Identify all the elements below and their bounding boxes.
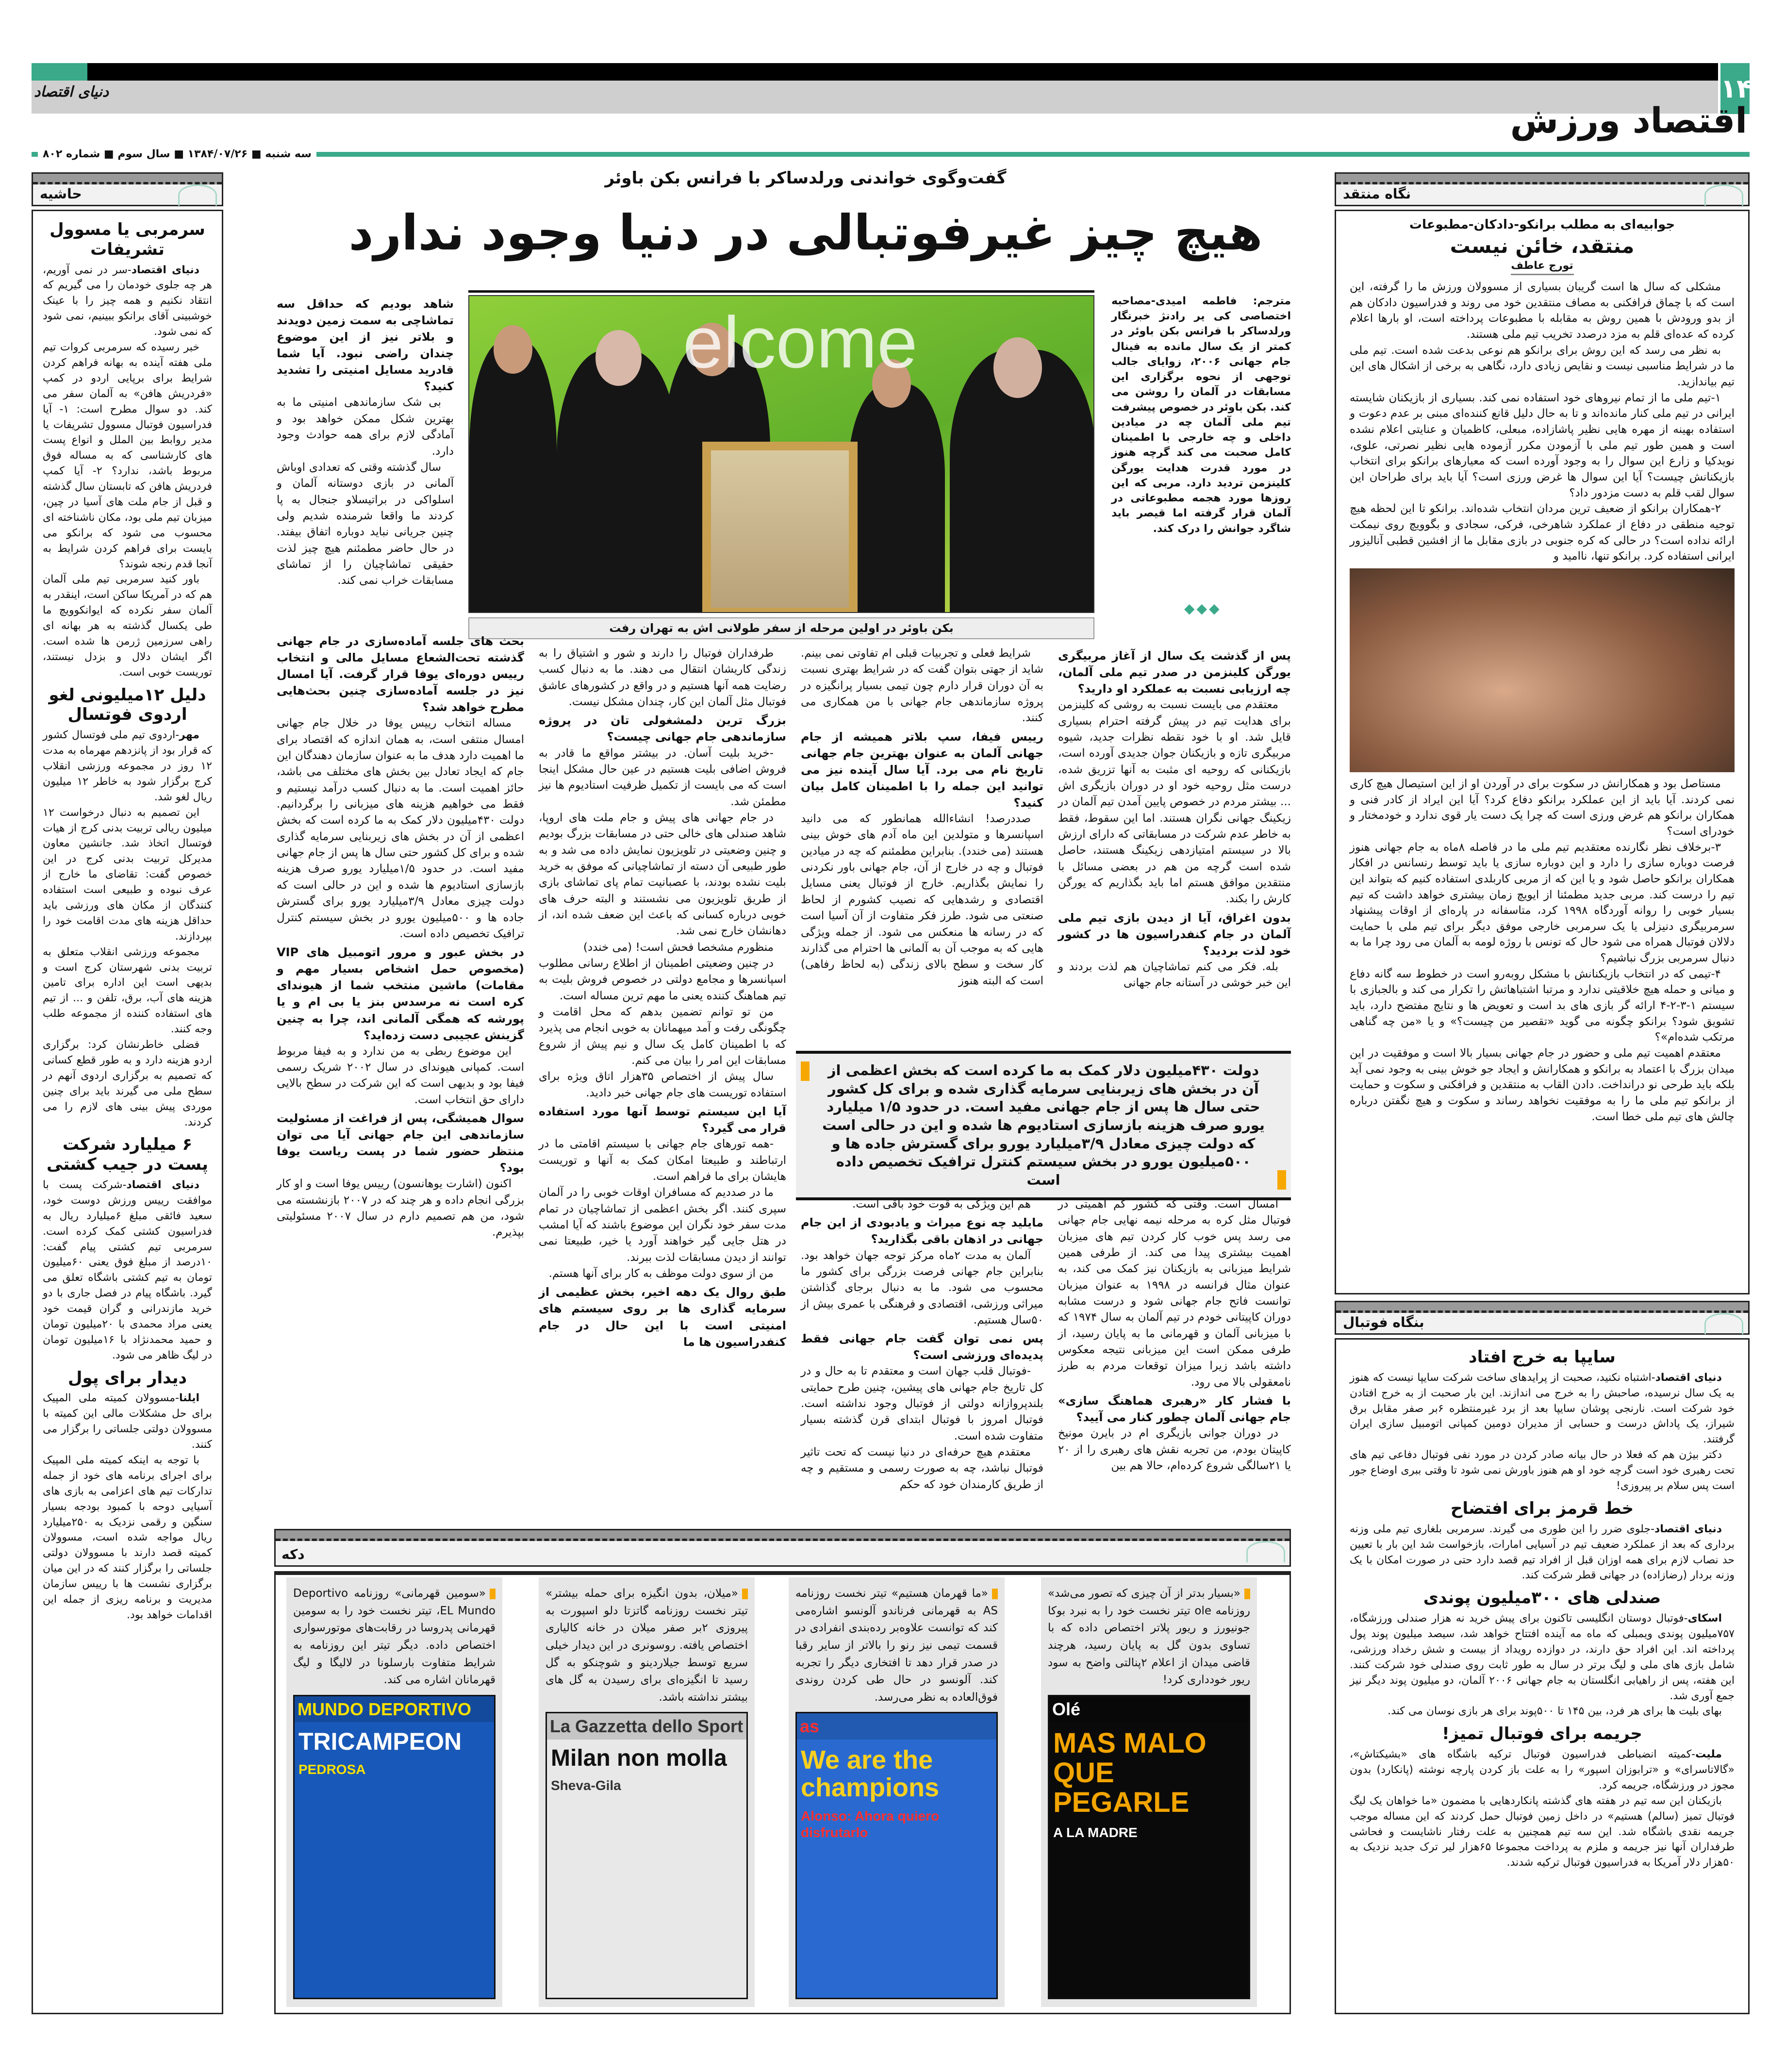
page-number: ۱۴ [1720, 63, 1750, 114]
article-kicker: گفت‌وگوی خواندنی ورلدساکر با فرانس بکن باوئر [605, 168, 1007, 188]
interview-question: شاهد بودیم که حداقل سه تماشاچی به سمت زمین دویدند و بلاتر نیز از این موضوع چندان راضی نبود. آیا شما قادرید مسایل امنیتی را تشدید کنید؟ [277, 297, 454, 394]
news-paragraph: ملیت-کمیته انضباطی فدراسیون فوتبال ترکیه باشگاه های «بشیکتاش»، «گالاتاسرای» و «ترابوزان اسپور» را به علت باز کردن پارچه نوشته (پانکارد) بدون مجوز در ورزشگاه، جریمه کرد. [1350, 1748, 1735, 1791]
news-paragraph [43, 945, 212, 1037]
news-item [1350, 1724, 1735, 1871]
news-text: کمیته انضباطی فدراسیون فوتبال ترکیه باشگاه های «بشیکتاش»، «گالاتاسرای» و «ترابوزان اسپور» را به علت باز کردن پارچه نوشته (پانکارد) بدون مجوز در ورزشگاه، جریمه کرد. [1350, 1748, 1735, 1791]
interview-question: با فشار کار «رهبری هماهنگ سازی» جام جهانی آلمان چطور کنار می آیید؟ [1058, 1394, 1291, 1425]
news-title: صندلی های ۳۰۰میلیون پوندی [1423, 1588, 1661, 1608]
interview-answer: من از سوی دولت موظف به کار برای آنها هستم. [548, 1267, 774, 1280]
news-paragraph [1350, 1447, 1735, 1494]
interview-answer: در دوران جوانی بازیگری ام در بایرن مونیخ کاپیتان بودم، من تجربه نقش های رهبری را از ۲۰ یا ۲۱سالگی شروع کرده‌ام، حالا هم بین [1058, 1427, 1291, 1472]
news-item [43, 685, 212, 1130]
paragraph: معتقدم اهمیت تیم ملی و حضور در جام جهانی بسیار بالا است و موفقیت در این میدان بزرگ با اعتماد به برانکو و همکارانش و ایجاد جو خوش بینی به وجود نمی آید بلکه باید طرحی نو درانداخت. دادن القاب به منتقدین و فرافکنی و سکوت و حمایت از برانکو تیم ملی ما را به موفقیت نخواهد رساند و سکوت و هیچ نگفتن درباره چالش های تیم ملی خطا است. [1350, 1047, 1735, 1123]
globe-icon [178, 184, 217, 206]
news-text: خبر رسیده که سرمربی کروات تیم ملی هفته آینده به بهانه فراهم کردن شرایط برای برپایی اردو در کمپ «فردریش هافن» به آلمان سفر می کند. دو سوال مطرح است: ۱- آیا فدراسیون فوتبال مسوول تشریفات یا مدیر روابط بین الملل و انواع پست های کارشناسی که به مساله فوق مربوط باشد، ندارد؟ ۲- آیا کمپ فردریش هافن که تابستان سال گذشته و قبل از جام ملت های آسیا در چین، میزبان تیم ملی بود، مکان ناشناخته ای محسوب می شود که برانکو می بایست برای فراهم کردن شرایط به آنجا قدم رنجه شوند؟ [43, 341, 212, 570]
critic-photo [1350, 568, 1735, 772]
interview-answer: معتقدم می بایست نسبت به روشی که کلینزمن برای هدایت تیم در پیش گرفته احترام بسیاری قایل شد. او با خود نقطه نظرات جدید، شیوه مربیگری تازه و بازیکنان جوان جدیدی آورده است، بازیکنانی که روحیه ای مثبت به آنها تزریق شده، درست مثل روحیه خود او در دوران بازیگری اش ... بیشتر مردم در خصوص پایین آمدن تیم آلمان در زیکینگ جهانی نگران هستند. اما این سقوط، فقط به خاطر عدم شرکت در مسابقاتی که دارای ارزش بالا در سیستم امتیازدهی زیکینگ هستند، حاصل شده است گرچه من هم در بعضی مسائل با منتقدین موافق هستم اما باید بگذاریم که یورگن کارش را بکند. [1058, 698, 1291, 906]
press-card [539, 1577, 755, 2007]
paragraph: ۱-تیم ملی ما از تمام نیروهای خود استفاده نمی کند. بسیاری از بازیکنان شایسته ایرانی در تیم ملی کنار مانده‌اند و تا به حال دلیل قانع کننده‌ای مبنی بر عدم دعوت و استفاده بهینه از مهره هایی نظیر پاشازاده، مبعلی، کاظمیان و عنایتی اعلام نشده است و همین طور تیم ملی با آزمودن مکرر آزموده هایی نظیر نصرتی، علوی، نویدکیا و زارع این سوال را به وجود آورده است که معیارهای برانکو برای انتخاب بازیکنانش چیست؟ آیا این سوال ها غرض ورزی است؟ آیا باید برای طراحان این سوال لقب قلم به دست مزدور داد؟ [1350, 391, 1735, 499]
news-text: شرکت پست با موافقت رییس ورزش دوست خود، سعید فائقی مبلغ ۶میلیارد ریال به فدراسیون کشتی کمک کرده است. سرمربی تیم کشتی پیام گفت: ۱۰درصد از مبلغ فوق یعنی ۶۰میلیون تومان به تیم کشتی باشگاه تعلق می گیرد. باشگاه پیام در فصل جاری با دو خرید مازندرانی و گران قیمت خود یعنی مراد محمدی با ۲۰میلیون تومان و حمید محمدنژاد با ۱۶میلیون تومان در لیگ ظاهر می شود. [43, 1178, 213, 1361]
interview-question: بحث های جلسه آماده‌سازی در جام جهانی گذشته تحت‌الشعاع مسایل مالی و انتخاب رییس دوره‌ای یوفا قرار گرفت. آیا امسال نیز در جلسه آماده‌سازی چنین بحث‌هایی مطرح خواهد شد؟ [277, 634, 524, 714]
interview-answer: معتقدم هیچ حرفه‌ای در دنیا نیست که تحت تاثیر فوتبال نباشد، چه به صورت رسمی و مستقیم و چه از طریق کارمندان خود که حکم [801, 1446, 1043, 1491]
globe-icon [1704, 184, 1743, 206]
paragraph: مشکلی که سال ها است گریبان بسیاری از مسوولان ورزش ما را گرفته، این است که با چماق فرافکنی به مصاف منتقدین خود می روند و فدراسیون دادکان هم از بدو ورودش با همین روش به مقابله با مطبوعات پرداخته است، او بارها اعلام کرده که عده‌ای قلم به مزد درصدد تخریب تیم ملی هستند. [1350, 281, 1735, 341]
interview-answer: -همه تورهای جام جهانی با سیستم اقامتی ما در ارتباطند و طبیعتا امکان کمک به آنها و توریست هایشان برای ما فراهم است. [539, 1138, 786, 1183]
interview-answer: -فوتبال قلب جهان است و معتقدم تا به حال و در کل تاریخ جام جهانی های پیشین، چنین طرح حمایتی بلندپروازانه دولتی از فوتبال وجود نداشته است. فوتبال امروز با فوتبال ابتدای قرن گذشته بسیار متفاوت شده است. [801, 1365, 1043, 1442]
news-source: دنیای اقتصاد [131, 264, 199, 276]
press-card-caption [293, 1585, 496, 1689]
news-item [1350, 1588, 1735, 1719]
critic-label: نگاه منتقد [1343, 186, 1411, 202]
person-figure [557, 350, 678, 612]
interview-column-2 [801, 646, 1043, 989]
press-card-text: «ما قهرمان هستیم» تیتر نخست روزنامه AS به قهرمانی فرناندو آلونسو اشاره‌می کند که توانست علاوه‌بر رده‌بندی انفرادی در قسمت تیمی نیز رنو را بالاتر از سایر رقبا در صدر قرار دهد تا افتخاری دیگر را تجربه کند. آلونسو در حال طی کردن روندی فوق‌العاده به نظر می‌رسد. [795, 1587, 998, 1704]
news-text: بازیکنان این سه تیم در هفته های گذشته پانکاردهایی با مضمون «ما خواهان یک لیگ فوتبال تمیز (سالم) هستیم» در داخل زمین فوتبال حمل کردند که این مساله موجب جریمه نقدی باشگاه شد. این سه تیم همچنین به علت رفتار ناشایست و فحاشی طرفداران آنها نیز جریمه و ملزم به پرداخت مجموعا ۶۵هزار لیر ترک جدید نزدیک به ۵۰هزار دلار آمریکا به فدراسیون فوتبال ترکیه شدند. [1350, 1794, 1735, 1869]
dateline: سه شنبه ■ ۱۳۸۴/۰۷/۲۶ ■ سال سوم ■ شماره ۸۰۲ [38, 147, 316, 162]
paragraph: ۳-برخلاف نظر نگارنده معتقدیم تیم ملی ما در فاصله ۸ماه به جام جهانی هنوز فرصت دوباره سازی را دارد و این دوباره سازی یا باید توسط رنسانس در افکار همکاران برانکو حاصل شود و یا این که از مربی کاربلدی استفاده کنیم که بتواند این تیم را درست کند. مربی جدید مطمئنا از ایویچ زمان بیشتری خواهد داشت که تیم بسیار خوبی را روانه آوردگاه ۱۹۹۸ کرد، متاسفانه در پاره‌ای از اوقات پیشنهاد سرمربیگری دنیزلی یا یک سرمربی خارجی موفق دیگر برای تیم ملی با حمایت دلالان فوتبال همراه می شود حال که تونس با روژه لومه به آلمان می رود چرا ما به دنبال سرمربی بزرگ نباشیم؟ [1350, 841, 1735, 965]
interview-answer: امسال است. وقتی که کشور کم اهمیتی در فوتبال مثل کره به مرحله نیمه نهایی جام جهانی می رسد پس خوب کار کردن تیم های میزبان اهمیت بیشتری پیدا می کند. از طرفی همین شرایط میزبانی به بازیکنان نیز کمک می کند، به عنوان مثال فرانسه در ۱۹۹۸ به عنوان میزبان توانست فاتح جام جهانی شود و درست مشابه دوران کاپیتانی خودم در تیم آلمان به سال ۱۹۷۴ که با میزبانی آلمان و قهرمانی ما به پایان رسید، از طرفی ممکن است این میزبانی نتیجه معکوس داشته باشد زیرا میزان توقعات مردم به طرز نامعقولی بالا می رود. [1058, 1198, 1291, 1389]
bullet-icon [1244, 1589, 1250, 1599]
news-paragraph [43, 1453, 212, 1623]
interview-question: طبق روال یک دهه اخیر، بخش عظیمی از سرمایه گذاری ها بر روی سیستم های امنیتی است با این حال در جام کنفدراسیون ها ما [539, 1285, 786, 1349]
news-source: ایلنا [179, 1392, 199, 1405]
interview-answer: ما در صددیم که مسافران اوقات خوبی را در آلمان سپری کنند. اگر بخش اعظمی از تماشاچیان در تمام مدت سفر خود نگران این موضوع باشند که آیا امشب در هتل جایی گیر خواهند آورد یا خیر، طبیعتا نمی توانند از دیدن مسابقات لذت ببرند. [539, 1186, 786, 1264]
news-title: سرمربی یا مسوول تشریفات [50, 220, 205, 259]
newspaper-cover [795, 1712, 998, 1999]
interview-question: بدون اغراق، آیا از دیدن بازی تیم ملی آلمان در جام کنفدراسیون ها در کشور خود لذت بردید؟ [1058, 911, 1291, 958]
news-text: فضلی خاطرنشان کرد: برگزاری اردو هزینه دارد و به طور قطع کسانی که تصمیم به برگزاری اردوی آنهم در سطح ملی می گیرند باید برای چنین موردی پیش بینی های لازم را می کردند. [43, 1039, 212, 1128]
interview-question: رییس فیفا، سپ بلاتر همیشه از جام جهانی آلمان به عنوان بهترین جام جهانی تاریخ نام می برد. آیا سال آینده نیز می توانید این جمله را با اطمینان کامل بیان کنید؟ [801, 729, 1043, 810]
news-paragraph: دنیای اقتصاد-شرکت پست با موافقت رییس ورزش دوست خود، سعید فائقی مبلغ ۶میلیارد ریال به فدراسیون کشتی کمک کرده است. سرمربی تیم کشتی پیام گفت: ۱۰درصد از مبلغ فوق یعنی ۶۰میلیون تومان به تیم کشتی باشگاه تعلق می گیرد. باشگاه پیام در فصل جاری با دو خرید مازندرانی و گران قیمت خود یعنی مراد محمدی با ۲۰میلیون تومان و حمید محمدنژاد با ۱۶میلیون تومان در لیگ ظاهر می شود. [43, 1178, 213, 1361]
interview-answer: در چنین وضعیتی اطمینان از اطلاع رسانی مطلوب اسپانسرها و مجامع دولتی در خصوص فروش بلیت به تیم هماهنگ کننده یعنی ما مهم ترین مساله است. [539, 957, 786, 1002]
interview-question: در بخش عبور و مرور اتومبیل های VIP (مخصوص حمل اشخاص بسیار مهم و مقامات) ماشین منتخب شما از هیوندای کره است نه مرسدس بنز یا بی ام و یا پورشه که همگی آلمانی اند، چرا به چنین گزینش عجیبی دست زده‌اید؟ [277, 945, 524, 1042]
cover-headline: Milan non molla [551, 1745, 727, 1771]
press-card [789, 1577, 1005, 2007]
paragraph: به نظر می رسد که این روش برای برانکو هم نوعی بدعت شده است. تیم ملی ما در شرایط مناسبی نیست و نقایص زیادی دارد، نگاهی به برخی از اشکال های این تیم بیاندازید. [1350, 344, 1735, 389]
news-text: مجموعه ورزشی انقلاب متعلق به تربیت بدنی شهرستان کرج است و بدیهی است این اداره برای تامین هزینه های آب، برق، تلفن و ... از تیم های استفاده کننده از مجموعه طلب وجه کنند. [43, 945, 212, 1036]
paragraph: ۴-تیمی که در انتخاب بازیکنانش با مشکل روبه‌رو است در خطوط سه گانه دفاع و میانی و حمله هیچ خلاقیتی ندارد و مرتبا اشتباهاتش را تکرار می کند و بالجبازی با سیستم ۱-۳-۲-۴ ارائه گر بازی های بد است و تعویض ها و نتایج مفتضح دارد، باید تشویق شود؟ برانکو چگونه می گوید «تقصیر من چیست؟» و یا «من چه گناهی مرتکب شده‌ام»؟ [1350, 967, 1735, 1044]
newspaper-cover [293, 1695, 496, 1999]
bullet-icon [742, 1589, 748, 1599]
cover-subheadline: A LA MADRE [1053, 1824, 1138, 1840]
photo-caption: بکن باوئر در اولین مرحله از سفر طولانی اش به تهران رفت [468, 617, 1094, 639]
carpet-portrait [702, 442, 858, 613]
press-card-text: «بسیار بدتر از آن چیزی که تصور می‌شد» روزنامه ole تیتر نخست خود را به نبرد بوکا جونیورز و ریور پلاتر اختصاص داده که با تساوی بدون گل به پایان رسید، هرچند قاضی میدان از اعلام ۲پنالتی واضح به سود ریور خودداری کرد! [1048, 1587, 1251, 1687]
news-paragraph [43, 1037, 212, 1130]
press-card [1041, 1577, 1257, 2007]
press-card-caption [795, 1585, 998, 1706]
news-title: خط قرمز برای افتضاح [1450, 1498, 1634, 1518]
cover-masthead: as [797, 1713, 996, 1739]
interview-question: مایلید چه نوع میراث و یادبودی از این جام جهانی در اذهان باقی بگذارید؟ [801, 1216, 1043, 1246]
news-title: جریمه برای فوتبال تمیز! [1442, 1724, 1642, 1744]
news-item [43, 220, 212, 680]
cover-headline: We are the champions [801, 1745, 940, 1802]
interview-column-3 [539, 646, 786, 1350]
news-paragraph: ایلنا-مسوولان کمیته ملی المپیک برای حل مشکلات مالی این کمیته با مسوولان دولتی جلساتی را برگزار می کنند. [43, 1392, 212, 1451]
newspaper-logo: دنیای اقتصاد [34, 83, 109, 100]
cover-masthead: MUNDO DEPORTIVO [295, 1696, 494, 1722]
interview-answer: سال پیش از اختصاص ۳۵هزار اتاق ویژه برای استفاده توریست های جام جهانی خبر دادید. [539, 1070, 786, 1099]
news-text: بهای بلیت ها برای هر فرد، بین ۱۴۵ تا ۵۰۰پوند برای هر بازی نوسان می کند. [1388, 1705, 1722, 1718]
news-paragraph [43, 340, 212, 572]
cover-subheadline: Sheva-Gila [551, 1778, 621, 1793]
news-paragraph: دنیای اقتصاد-سر در نمی آوریم، هر چه جلوی خودمان را می گیریم که انتقاد نکنیم و همه چیز را با عینک خوشبینی آقای برانکو ببینیم، نمی شود که نمی شود. [43, 264, 212, 338]
masthead-bar [32, 63, 1718, 81]
news-source: دنیای اقتصاد [1654, 1523, 1722, 1535]
interview-question: بزرگ ترین دلمشغولی تان در پروژه سازماندهی جام جهانی چیست؟ [539, 713, 786, 744]
news-title: سایپا به خرج افتاد [1469, 1347, 1616, 1367]
interview-column-1 [1058, 646, 1291, 992]
bullet-icon [992, 1589, 998, 1599]
article-intro: مترجم: فاطمه امیدی-مصاحبه اختصاصی کی یر رادنژ خبرنگار ورلدساکر با فرانس بکن باوئر در کمتر از یک سال مانده به فینال جام جهانی ۲۰۰۶، زوایای جالب توجهی از نحوه برگزاری این مسابقات در آلمان را روشن می کند. بکن باوئر در خصوص پیشرفت تیم ملی آلمان چه در میادین داخلی و چه خارجی با اطمینان کامل صحبت می کند گرچه هنوز در مورد قدرت هدایت یورگن کلینزمن تردید دارد. مربی که این روزها مورد هجمه مطبوعاتی در آلمان قرار گرفته اما قیصر باید شاگرد جوانش را درک کند. [1111, 295, 1291, 535]
news-text: سر در نمی آوریم، هر چه جلوی خودمان را می گیریم که انتقاد نکنیم و همه چیز را با عینک خوشبینی آقای برانکو ببینیم، نمی شود که نمی شود. [43, 264, 212, 338]
press-card-text: «سومین قهرمانی» روزنامه Deportivo EL Mundo، تیتر نخست خود را به سومین قهرمانی پدروسا در رقابت‌های موتورسواری اختصاص داده. دیگر تیتر این روزنامه به شرایط متفاوت بارسلونا در لالیگا و لیگ قهرمانان اشاره می کند. [293, 1587, 496, 1687]
interview-answer: من تو توانم تضمین بدهم که محل اقامت و چگونگی رفت و آمد میهمانان به خوبی انجام می پذیرد که با اطمینان کامل یک سال و نیم پیش از شروع مسابقات این امر را بیان می کنم. [539, 1006, 786, 1067]
news-text: با توجه به اینکه کمیته ملی المپیک برای اجرای برنامه های خود از جمله تدارکات تیم های اعزامی به بازی های آسیایی دوحه با کمبود بودجه بسیار سنگین و رقمی نزدیک به ۲۵۰میلیارد ریال مواجه شده است، مسوولان کمیته قصد دارند با مسوولان دولتی جلساتی را برگزار کنند که در این میان برگزاری نشست ها با رییس سازمان مدیریت و برنامه ریزی از جمله این اقدامات خواهد بود. [43, 1454, 212, 1621]
interview-answer: آلمان به مدت ۲ماه مرکز توجه جهان خواهد بود. بنابراین جام جهانی فرصت بزرگی برای کشور ما محسوب می شود. ما به دنبال برجای گذاشتن میراثی ورزشی، اقتصادی و فرهنگی با عمری بیش از ۵۰سال هستیم. [801, 1249, 1043, 1326]
globe-icon [1246, 1541, 1285, 1562]
interview-question: پس از گذشت یک سال از آغاز مربیگری یورگن کلینزمن در صدر تیم ملی آلمان، چه ارزیابی نسبت به عملکرد او دارید؟ [1058, 649, 1291, 696]
press-card-text: «میلان، بدون انگیزه برای حمله بیشتر» تیتر نخست روزنامه گاتزتا دلو اسپورت به پیروزی ۲بر صفر میلان در خانه کالیاری اختصاص یافته. روسونری در این دیدار خیلی سریع توسط جیلاردینو و شوچنکو به گل رسید تا انگیزه‌ای برای رسیدن به گل های بیشتر نداشته باشد. [546, 1587, 748, 1704]
press-card [286, 1577, 502, 2007]
interview-question: سوال همیشگی، پس از فراغت از مسئولیت سازماندهی این جام جهانی آیا می توان منتظر حضور شما در پست ریاست یوفا بود؟ [277, 1111, 524, 1175]
news-source: دنیای اقتصاد [126, 1178, 199, 1191]
interview-answer: بی شک سازماندهی امنیتی ما به بهترین شکل ممکن خواهد بود و آمادگی لازم برای همه حوادث وجود دارد. [277, 396, 454, 458]
cover-subheadline: PEDROSA [298, 1761, 366, 1777]
news-paragraph [43, 572, 212, 680]
news-text: فوتبال دوستان انگلیسی تاکنون برای پیش خرید نه هزار صندلی ورزشگاه، ۷۵۷میلیون پوندی ویمبلی که ماه مه آینده افتتاح خواهد شد، سیصد میلیون پوند پول پرداخته اند. این افراد حق دارند، در دوازده رویداد از بیست و شش رخداد ورزشی، شامل بازی های ملی و لیگ برتر در سال به طور ثابت روی صندلی خود شرکت کنند. این هفته، پس از راهیابی انگلستان به جام جهانی ۲۰۰۶ آلمان، دو میلیون پوند دیگر نیز جمع آوری شد. [1350, 1612, 1735, 1702]
news-paragraph: دنیای اقتصاد-جلوی ضرر را این طوری می گیرند. سرمربی بلغاری تیم ملی وزنه برداری که بعد از عملکرد ضعیف تیم در آسیایی امارات، بازخواست شد این بار با تعیین حد نصاب لازم برای همه اوزان قبل از افراد تیم قصد دارد حتی در صورت امکان با یک وزنه بردار (رضازاده) در جهانی قطر شرکت کند. [1350, 1523, 1735, 1582]
interview-answer: سال گذشته وقتی که تعدادی اوباش آلمانی در بازی دوستانه آلمان و اسلواکی در براتیسلاو جنجال به پا کردند ما واقعا شرمنده شدیم ولی چنین جریانی نباید دوباره اتفاق بیفتد. در حال حاضر مطمئنم هیچ چیز لذت حقیقی تماشاچیان را از تماشای مسابقات خراب نمی کند. [277, 461, 454, 587]
left-column [32, 210, 223, 2014]
divider [468, 290, 1094, 293]
news-text: اردوی تیم ملی فوتسال کشور که قرار بود از پانزدهم مهرماه به مدت ۱۲ روز در مجموعه ورزشی انقلاب کرج برگزار شود به خاطر ۱۲ میلیون ریال لغو شد. [43, 729, 212, 803]
photo-slot [1350, 568, 1735, 772]
interview-column-1-lower [1058, 1196, 1291, 1474]
football-business-column [1335, 1338, 1750, 2014]
news-text: جلوی ضرر را این طوری می گیرند. سرمربی بلغاری تیم ملی وزنه برداری که بعد از عملکرد ضعیف تیم در آسیایی امارات، بازخواست شد این بار با تعیین حد نصاب لازم برای همه اوزان قبل از افراد تیم قصد دارد حتی در صورت امکان با یک وزنه بردار (رضازاده) در جهانی قطر شرکت کند. [1350, 1523, 1735, 1582]
cover-masthead: La Gazzetta dello Sport [547, 1713, 746, 1739]
news-item [43, 1368, 212, 1623]
interview-question: پس نمی توان گفت جام جهانی فقط پدیده‌ای ورزشی است؟ [801, 1332, 1043, 1362]
deck-header [274, 1529, 1291, 1567]
football-business-header [1335, 1301, 1750, 1335]
news-item [1350, 1499, 1735, 1583]
masthead-band [32, 81, 1718, 114]
news-title: دیدار برای پول [67, 1368, 187, 1388]
interview-answer: این موضوع ربطی به من ندارد و به فیفا مربوط است. کمپانی هیوندای در سال ۲۰۰۲ شریک رسمی فیفا بود و بدیهی است که این شرکت در سطح بالایی دارای حق انتخاب است. [277, 1044, 524, 1106]
quote-mark [1277, 1170, 1286, 1190]
news-source: اسکای [1687, 1612, 1722, 1625]
press-card-caption [1048, 1585, 1250, 1689]
interview-question: آیا این سیستم توسط آنها مورد استفاده قرار می گیرد؟ [539, 1105, 786, 1135]
person-head [595, 330, 642, 386]
bullet-icon [490, 1589, 496, 1599]
masthead-accent [32, 63, 87, 81]
news-source: دنیای اقتصاد [1655, 1371, 1722, 1384]
interview-column-4-lower [277, 631, 524, 1241]
news-text: اشتباه نکنید، صحبت از پرایدهای ساخت شرکت سایپا نیست که هنوز به یک سال نرسیده، صاحبش را به خرج می اندازند. این بار صحبت از به خرج افتادن خود شرکت است. نارنجی پوشان سایپا بعد از برد غیرمنتظره ۶بر صفر مقابل برق شیراز، یک پاداش درست و حسابی از مدیران دومین کمپانی اتومبیل سازی ایران گرفتند. [1350, 1371, 1735, 1446]
paragraph: مستاصل بود و همکارانش در سکوت برای در آوردن او از این استیصال هیچ کاری نمی کردند. آیا باید از این عملکرد برانکو دفاع کرد؟ آیا این ایراد از کادر فنی و همکاران برانکو هم غرض ورزی است که چرا یک دست یار قوی ندارد و خودمختار و خودرای است؟ [1350, 777, 1735, 838]
news-paragraph [43, 805, 212, 945]
section-title: اقتصاد ورزش [1510, 100, 1747, 141]
news-text: دکتر بیژن هم که فعلا در حال بیانه صادر کردن در مورد نفی فوتبال دفاعی تیم های تحت رهبری خود است گرچه خود او هم هنوز باورش نمی شود تا وقتی ببری اوضاع جور است پس سلام بر پیروزی! [1350, 1449, 1735, 1492]
interview-answer: -خرید بلیت آسان. در بیشتر مواقع ما قادر به فروش اضافی بلیت هستیم در عین حال مشکل اینجا است که می بایست از تکمیل ظرفیت استادیوم ها نیز مطمئن شد. [539, 746, 786, 808]
news-paragraph: مهر-اردوی تیم ملی فوتسال کشور که قرار بود از پانزدهم مهرماه به مدت ۱۲ روز در مجموعه ورزشی انقلاب کرج برگزار شود به خاطر ۱۲ میلیون ریال لغو شد. [43, 729, 212, 803]
critic-author: تورج عاطف [1511, 259, 1574, 275]
globe-icon [1704, 1313, 1743, 1334]
critic-kicker: جوابیه‌ای به مطلب برانکو-دادکان-مطبوعات [1409, 217, 1675, 232]
interview-column-2-lower [801, 1196, 1043, 1493]
news-paragraph: دنیای اقتصاد-اشتباه نکنید، صحبت از پرایدهای ساخت شرکت سایپا نیست که هنوز به یک سال نرسیده، صاحبش را به خرج می اندازند. این بار صحبت از به خرج افتادن خود شرکت است. نارنجی پوشان سایپا بعد از برد غیرمنتظره ۶بر صفر مقابل برق شیراز، یک پاداش درست و حسابی از مدیران دومین کمپانی اتومبیل سازی ایران گرفتند. [1350, 1371, 1735, 1446]
interview-answer: منظورم مشخصا فحش است! (می خندد) [583, 941, 774, 954]
interview-answer: در جام جهانی های پیش و جام ملت های اروپا، شاهد صندلی های خالی حتی در مسابقات بزرگ بودیم و چنین وضعیتی در تلویزیون نمایش داده می شد و به طور طبیعی آن دسته از تماشاچیانی که موفق به خرید بلیت نشده بودند، با عصبانیت تمام پای تماشای بازی از طریق تلویزیون می نشستند و البته حرف های خوبی درباره کسانی که باعث این ضعف شده اند، از دهانشان خارج نمی شد. [539, 811, 786, 938]
newspaper-cover [546, 1712, 748, 1999]
news-title: دلیل ۱۲میلیونی لغو اردوی فوتسال [49, 685, 206, 725]
critic-title: منتقد، خائن نیست [1450, 233, 1635, 258]
news-paragraph [1350, 1793, 1735, 1871]
interview-answer: مساله انتخاب رییس یوفا در خلال جام جهانی امسال منتفی است، به همان اندازه که اقتصاد برای ما اهمیت دارد هدف ما به عنوان سازمان دهندگان این جام که ایجاد تعادل بین بخش های مختلف می باشد، حائز اهمیت است. ما به دنبال کسب درآمد نیستیم و فقط می خواهیم هزینه های میزبانی را برگردانیم. دولت ۴۳۰میلیون دلار کمک به ما کرده است که بخش اعظمی از آن در بخش های زیربنایی سرمایه گذاری شده و برای کل کشور حتی سال ها پس از جام جهانی مفید است. در حدود ۱/۵میلیارد یورو صرف هزینه بازسازی استادیوم ها شده و این در حالی است که دولت چیزی معادل ۳/۹میلیارد یورو برای گسترش جاده ها و ۵۰۰میلیون یورو در بخش سیستم کنترل ترافیک تخصیص داده است. [277, 717, 524, 940]
cover-subheadline: Alonso: Ahora quiero disfrutarlo [801, 1808, 940, 1840]
newspaper-cover [1048, 1695, 1250, 1999]
news-text: باور کنید سرمربی تیم ملی آلمان هم که در آمریکا ساکن است، اینقدر به آلمان سفر نکرده که ایوانکوویچ ما طی یکسال گذشته به هر بهانه ای راهی سرزمین ژرمن ها شده است. اگر ایشان دلال و بزدل نیستند، توریست خوبی است. [43, 573, 212, 679]
photo-sign-text: elcome [683, 301, 918, 383]
separator-dots: ◆◆◆ [1184, 600, 1222, 616]
person-figure [469, 340, 557, 612]
cover-masthead: Olé [1049, 1696, 1249, 1722]
person-figure [848, 384, 945, 612]
news-paragraph [1350, 1704, 1735, 1719]
sidebar-header-hashiye [32, 172, 223, 206]
interview-answer: هم این ویژگی به قوت خود باقی است. [852, 1198, 1031, 1210]
interview-answer: طرفداران فوتبال را دارند و شور و اشتیاق را به زندگی کاریشان انتقال می دهند. ما به دنبال کسب رضایت همه آنها هستیم و در واقع در کشورهای عاشق فوتبال مثل آلمان این کار، چندان مشکل نیست. [539, 647, 786, 709]
news-paragraph: اسکای-فوتبال دوستان انگلیسی تاکنون برای پیش خرید نه هزار صندلی ورزشگاه، ۷۵۷میلیون پوندی ویمبلی که ماه مه آینده افتتاح خواهد شد، سیصد میلیون پوند پول پرداخته اند. این افراد حق دارند، در دوازده رویداد از بیست و شش رخداد ورزشی، شامل بازی های ملی و لیگ برتر در سال به طور ثابت روی صندلی خود شرکت کنند. این هفته، پس از راهیابی انگلستان به جام جهانی ۲۰۰۶ آلمان، دو میلیون پوند دیگر نیز جمع آوری شد. [1350, 1612, 1735, 1702]
football-business-label: بنگاه فوتبال [1343, 1314, 1424, 1330]
news-text: این تصمیم به دنبال درخواست ۱۲ میلیون ریالی تربیت بدنی کرج از هیات فوتسال اتخاذ شد. جانشین معاون مدیرکل تربیت بدنی کرج در این خصوص گفت: تقاضای ما خارج از عرف نبوده و طبیعی است استفاده کنندگان از مکان های ورزشی باید حداقل هزینه های مدت اقامت خود را بپردازند. [43, 806, 212, 943]
pull-quote [796, 1051, 1291, 1200]
person-head [993, 337, 1042, 398]
interview-answer: صددرصد! انشاءالله همانطور که می دانید اسپانسرها و متولدین این ماه آدم های خوش بینی هستند (می خندد). بنابراین مطمئنم که چه در میادین فوتبال و چه در خارج از آن، جام جهانی باور نکردنی را نمایش بگذاریم. خارج از فوتبال یعنی مسایل اقتصادی و رشدهایی که نصیب کشورم از لحاظ صنعتی می شود. طرز فکر متفاوت از آن آسیا است که در رسانه ها منعکس می شود. از جمله ویژگی هایی که به موجب آن به آلمانی ها احترام می گذارند کار سخت و سطح بالای زندگی (به لحاظ رفاهی) است که البته هنوز [801, 812, 1043, 987]
interview-answer: شرایط فعلی و تجربیات قبلی ام تفاوتی نمی بینم. شاید از جهتی بتوان گفت که در شرایط بهتری نسبت به آن دوران قرار دارم چون تیمی بسیار پرانگیزه در پروژه سازماندهی جام جهانی با من همکاری می کنند. [801, 647, 1043, 725]
critic-article [1335, 210, 1750, 1294]
news-title: ۶ میلیارد شرکت پست در جیب کشتی [47, 1135, 208, 1175]
press-card-caption [546, 1585, 748, 1706]
critic-header [1335, 172, 1750, 206]
interview-column-4 [277, 294, 454, 589]
cover-headline: MAS MALO QUE PEGARLE [1053, 1727, 1207, 1819]
beckenbauer-photo [468, 295, 1094, 613]
cover-headline: TRICAMPEON [298, 1728, 462, 1756]
interview-answer: بله. فکر می کنم تماشاچیان هم لذت بردند و این خبر خوشی در آستانه جام جهانی [1058, 960, 1291, 990]
sidebar-label: حاشیه [40, 186, 82, 202]
news-source: ملیت [1695, 1748, 1722, 1761]
paragraph: ۲-همکاران برانکو از ضعیف ترین مردان انتخاب شده‌اند. برانکو تا این لحظه هیچ توجیه منطقی در دفاع از عملکرد شاهرخی، فرکی، سجادی و بگوویچ روی نیمکت ارائه نداده است؟ در حالی که کره جنوبی در بازی مقابل ما از افشین قطبی آنالیزور ایرانی استفاده کرد. برانکو تنها، ناامید و [1350, 502, 1735, 563]
quote-mark [801, 1061, 810, 1081]
news-text: مسوولان کمیته ملی المپیک برای حل مشکلات مالی این کمیته با مسوولان دولتی جلساتی را برگزار می کنند. [43, 1392, 212, 1451]
deck-label: دکه [281, 1546, 305, 1562]
person-head [494, 325, 532, 374]
pull-quote-text: دولت ۴۳۰میلیون دلار کمک به ما کرده است که بخش اعظمی از آن در بخش های زیربنایی سرمایه گذاری شده و برای کل کشور حتی سال ها پس از جام جهانی مفید است. در حدود ۱/۵ میلیارد یورو صرف هزینه بازسازی استادیوم ها شده و این در حالی است که دولت چیزی معادل ۳/۹میلیارد یورو برای گسترش جاده ها و ۵۰۰میلیون یورو در بخش سیستم کنترل ترافیک تخصیص داده است [822, 1062, 1265, 1189]
news-item [43, 1135, 212, 1363]
article-headline: هیچ چیز غیرفوتبالی در دنیا وجود ندارد [348, 204, 1263, 261]
interview-answer: اکنون (اشارت یوهانسون) رییس یوفا است و او کار بزرگی انجام داده و هر چند که در ۲۰۰۷ بازنشسته می شود، من هم تصمیم دارم در سال ۲۰۰۷ مسئولیتی بپذیرم. [277, 1177, 524, 1239]
news-source: مهر [179, 729, 199, 742]
news-item [1350, 1347, 1735, 1494]
